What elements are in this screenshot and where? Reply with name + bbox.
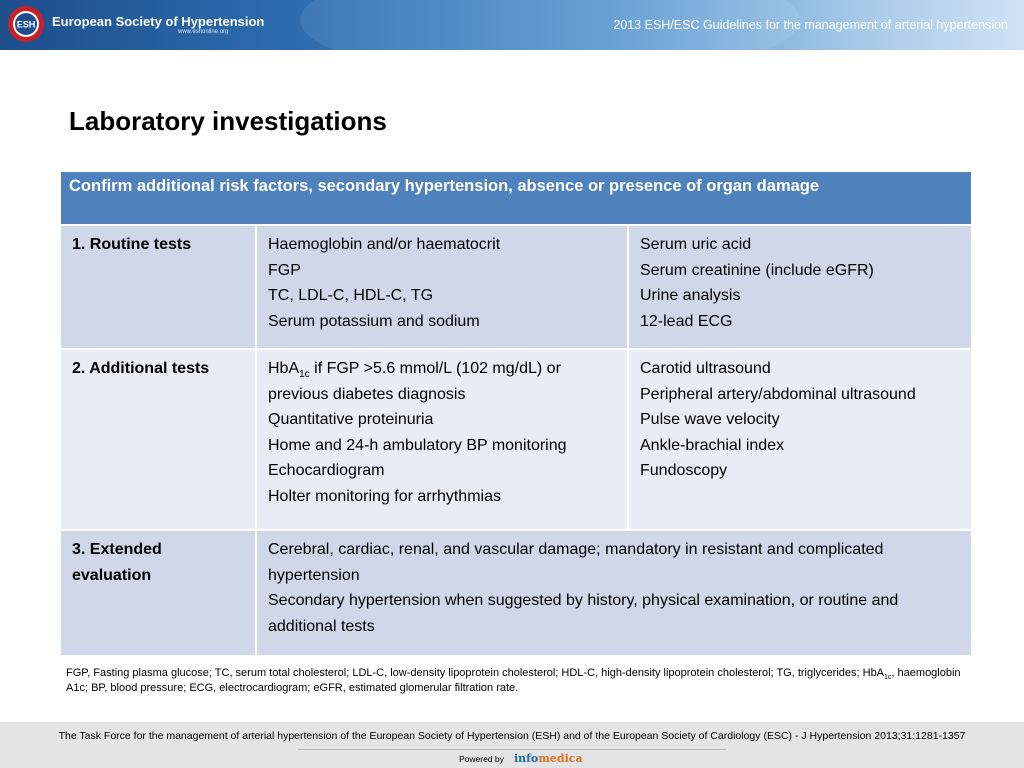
brand-part-b: medica [538, 752, 583, 765]
list-item: Home and 24-h ambulatory BP monitoring [268, 436, 567, 454]
org-name: European Society of Hypertension [52, 14, 265, 29]
list-item: Serum potassium and sodium [268, 312, 480, 330]
list-item: 12-lead ECG [640, 312, 733, 330]
org-url: www.eshonline.org [178, 29, 229, 35]
list-item-hba1c [268, 356, 617, 407]
powered-by-label: Powered by [459, 754, 504, 764]
table-cell [256, 530, 972, 656]
table-row-routine [60, 225, 972, 349]
guideline-title: 2013 ESH/ESC Guidelines for the management of arterial hypertension [613, 18, 1008, 32]
slide-title: Laboratory investigations [69, 106, 387, 136]
table-cell [628, 349, 972, 530]
table-header: Confirm additional risk factors, secondary hypertension, absence or presence of organ damage [60, 171, 972, 225]
list-item: Cerebral, cardiac, renal, and vascular damage; mandatory in resistant and complicated hypertension [268, 541, 884, 584]
list-item: Quantitative proteinuria [268, 411, 434, 429]
list-item: FGP [268, 261, 301, 279]
list-item: Haemoglobin and/or haematocrit [268, 236, 501, 253]
list-item: Pulse wave velocity [640, 411, 780, 429]
abbrev-text: FGP, Fasting plasma glucose; TC, serum total cholesterol; LDL-C, low-density lipoprotein cholesterol; HDL-C, high-density lipoprotein cholesterol; TG, triglycerides; HbA [66, 667, 885, 679]
row-label: 3. Extended evaluation [60, 530, 256, 656]
abbrev-subscript: 1c [884, 674, 892, 682]
hba-text: if FGP >5.6 mmol/L (102 mg/dL) or previous diabetes diagnosis [268, 360, 561, 403]
abbreviations-note [66, 666, 966, 696]
logo-text: ESH [16, 19, 36, 30]
hba-subscript: 1c [299, 369, 310, 381]
row-label: 1. Routine tests [60, 225, 256, 349]
list-item: Serum uric acid [640, 236, 752, 253]
list-item: Secondary hypertension when suggested by history, physical examination, or routine and additional tests [268, 592, 899, 635]
table-cell [628, 225, 972, 349]
hba-prefix: HbA [268, 360, 300, 377]
footer-divider [298, 749, 726, 750]
slide-header [0, 0, 1024, 50]
table-row-extended [60, 530, 972, 656]
list-item: Fundoscopy [640, 462, 728, 480]
list-item: Ankle-brachial index [640, 436, 785, 454]
list-item: Holter monitoring for arrhythmias [268, 487, 501, 505]
table-cell [256, 349, 628, 530]
table-cell [256, 225, 628, 349]
list-item: Urine analysis [640, 287, 741, 305]
infomedica-logo [514, 752, 583, 765]
citation: The Task Force for the management of arterial hypertension of the European Society of Hypertension (ESH) and of the European Society of Cardiology (ESC) - J Hypertension 2013;31:1281-1357 [58, 730, 966, 742]
table-row-additional [60, 349, 972, 530]
lab-investigations-table [59, 170, 973, 657]
slide-footer [0, 722, 1024, 768]
table-header-row [60, 171, 972, 225]
esh-logo-icon [7, 5, 45, 43]
list-item: Serum creatinine (include eGFR) [640, 261, 874, 279]
list-item: Carotid ultrasound [640, 360, 771, 377]
list-item: Peripheral artery/abdominal ultrasound [640, 385, 916, 403]
brand-part-a: info [514, 752, 539, 765]
list-item: TC, LDL-C, HDL-C, TG [268, 287, 434, 305]
row-label: 2. Additional tests [60, 349, 256, 530]
list-item: Echocardiogram [268, 462, 385, 480]
abbrev-text-rest: , haemoglobin A1c; BP, blood pressure; ECG, electrocardiogram; eGFR, estimated glomerular filtration rate. [66, 667, 961, 694]
